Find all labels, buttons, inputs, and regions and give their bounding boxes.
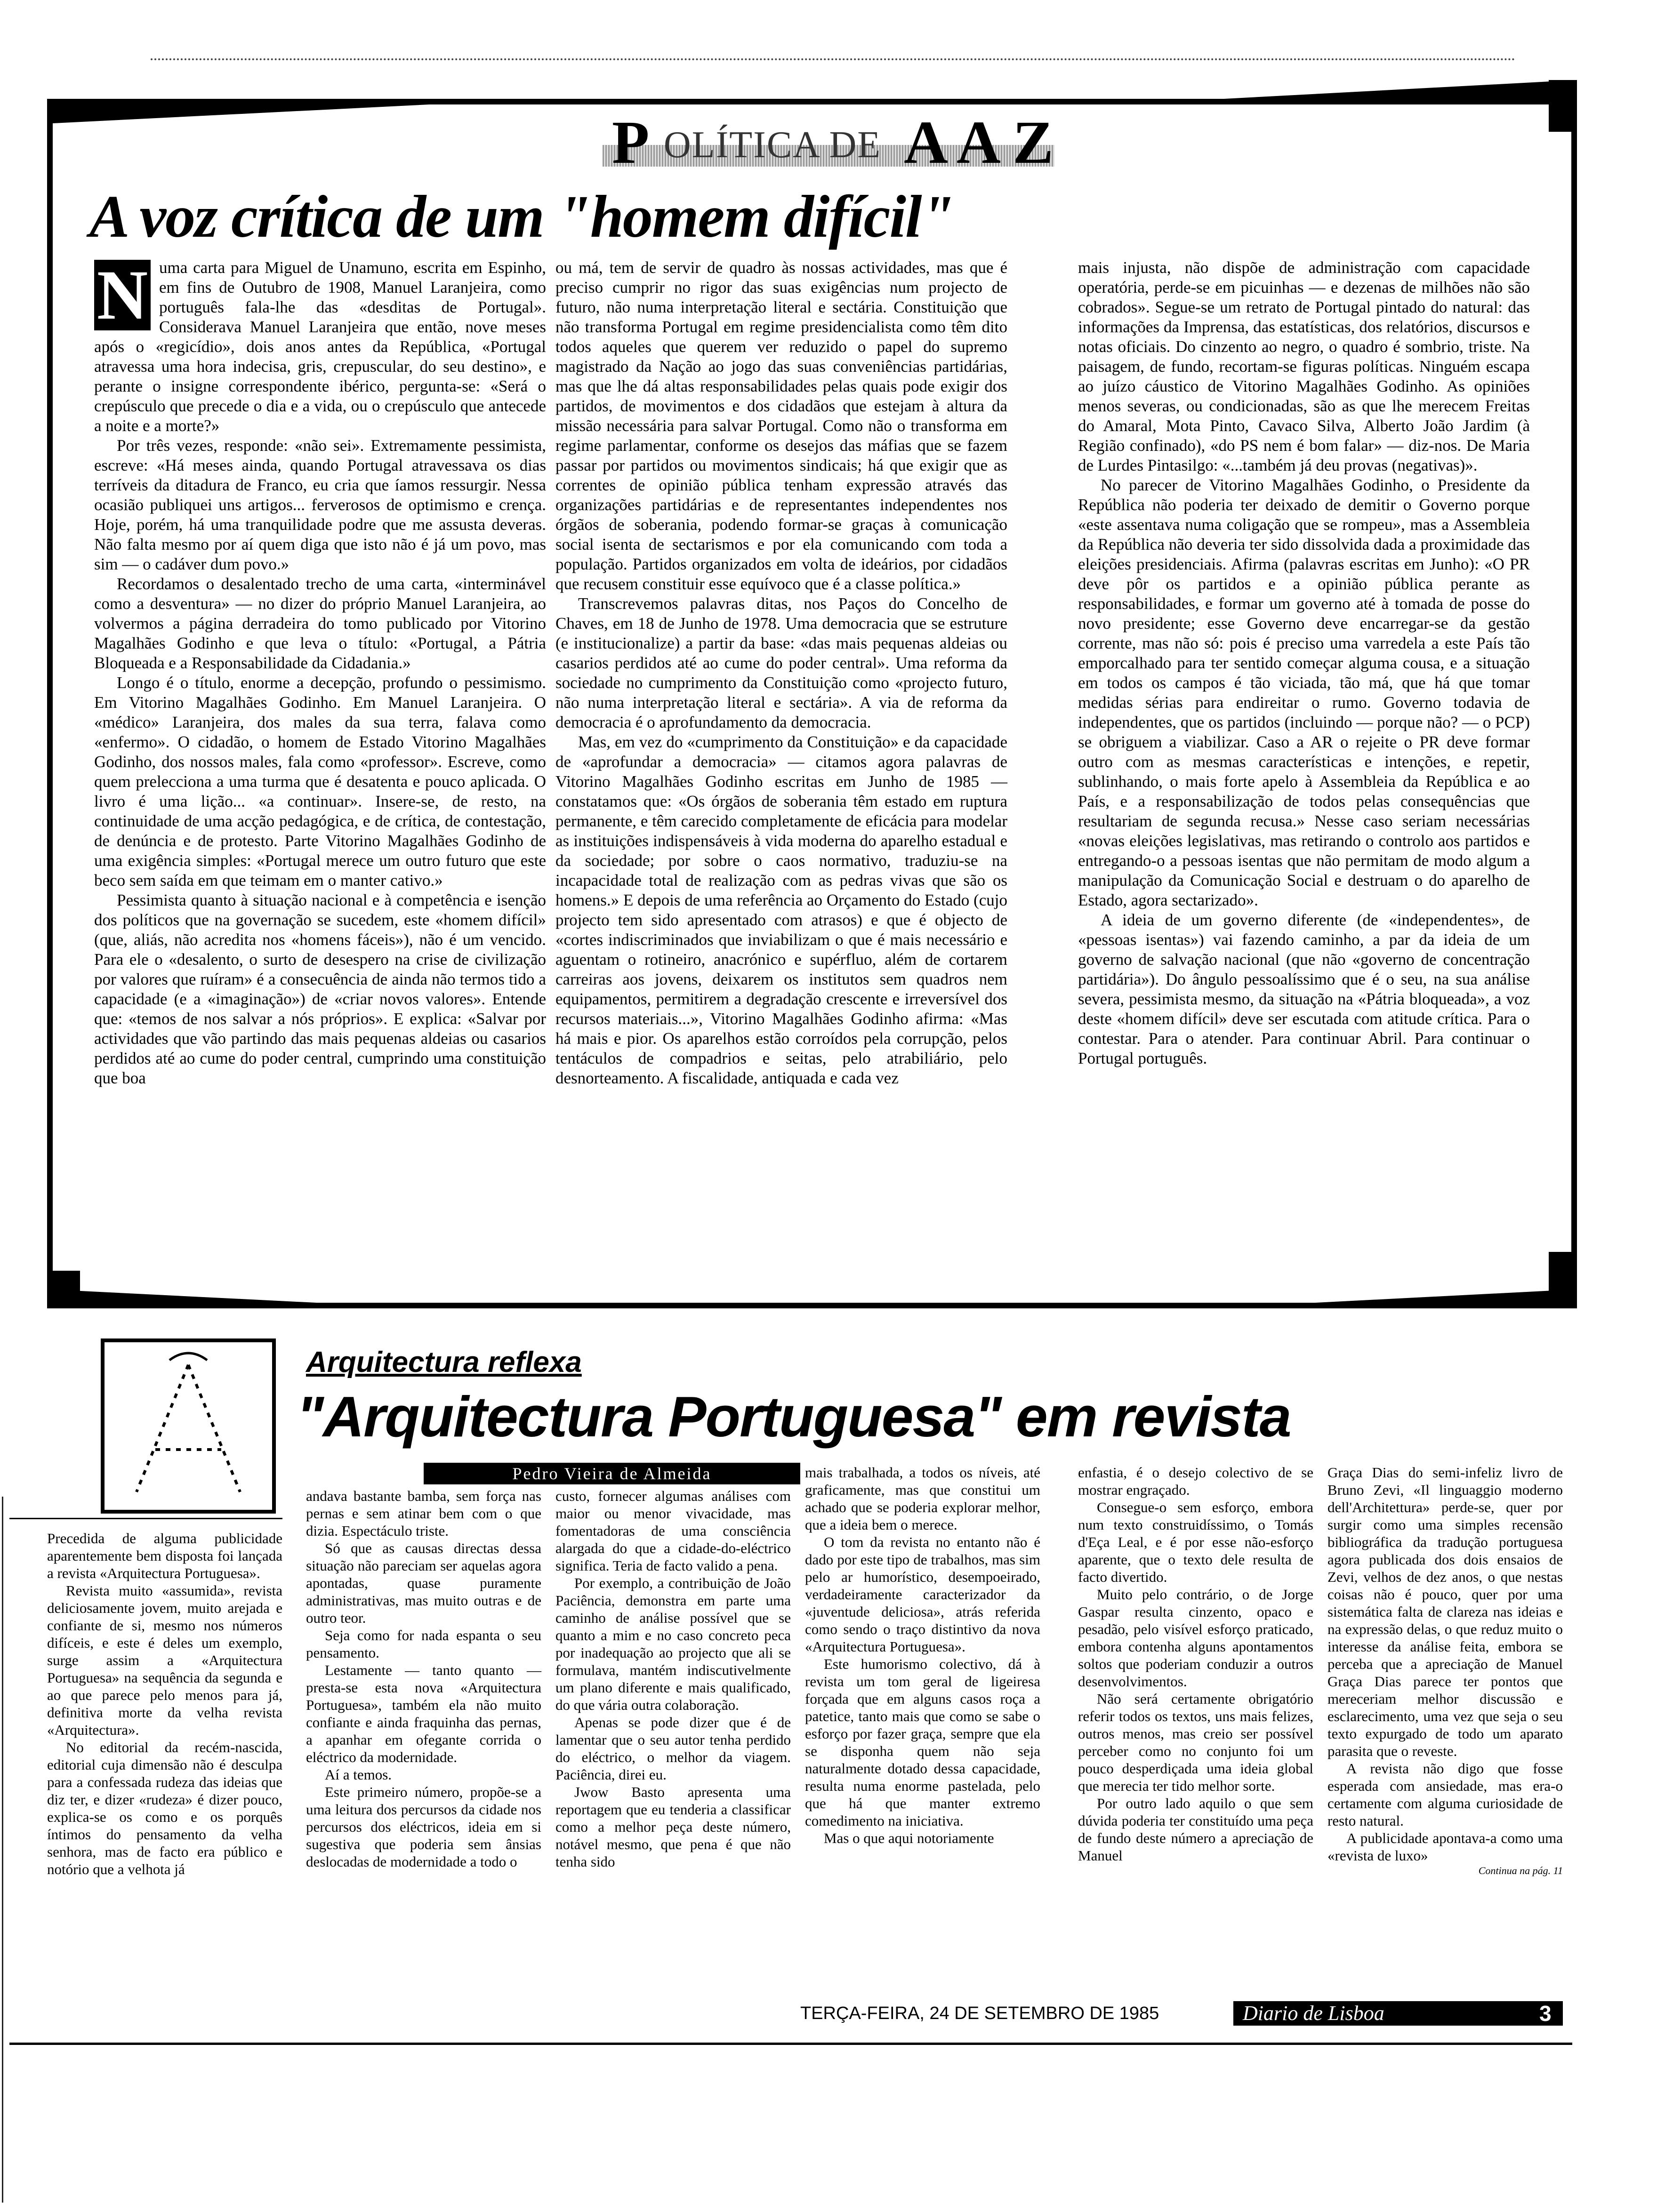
article2-col5-p1: enfastia, é o desejo colectivo de se mostrar engraçado. (1078, 1464, 1313, 1498)
article2-col5 (1078, 1464, 1313, 1864)
article2-col6-p3: A publicidade apontava-a como uma «revista de luxo» (1327, 1830, 1563, 1864)
article2-col1-p1: Precedida de alguma publicidade aparentemente bem disposta foi lançada a revista «Arquitectura Portuguesa». (47, 1530, 282, 1581)
article2-col2-p2: Só que as causas directas dessa situação não pareciam ser aquelas agora apontadas, quase puramente administrativas, mas muito outras e de outro teor. (306, 1540, 541, 1626)
article1-col1-p5: Pessimista quanto à situação nacional e à competência e isenção dos políticos que na governação se sucedem, este «homem difícil» (que, aliás, não acredita nos «homens fáceis»), não é um vencido. Para ele o «desalento, o surto de desespero na crise de civilização por valores que ruíram» é a consecuência de ainda não termos tido a capacidade (e a «imaginação») de «criar novos valores». Entende que: «temos de nos salvar a nós próprios». E explica: «Salvar por actividades que vão partindo das mais pequenas aldeias ou casarios perdidos até ao cume do poder central, cumprindo uma constituição que boa (94, 891, 546, 1087)
article2-col4-p1: mais trabalhada, a todos os níveis, até graficamente, mas que constitui um achado que se poderia explorar melhor, que a ideia bem o merece. (805, 1464, 1040, 1533)
article2-col5-p2: Consegue-o sem esforço, embora num texto construidíssimo, o Tomás d'Eça Leal, e é por esse não-esforço aparente, que o texto dele resulta de facto divertido. (1078, 1499, 1313, 1585)
article1-col1 (94, 258, 546, 1088)
frame-wedge-bl (53, 1290, 429, 1308)
article2-col2-p3: Seja como for nada espanta o seu pensamento. (306, 1627, 541, 1661)
article1-col3-p2: No parecer de Vitorino Magalhães Godinho, o Presidente da República não poderia ter deixado de demitir o Governo porque «este assentava numa coligação que se rompeu», mas a Assembleia da República não deveria ter sido dissolvida dada a proximidade das eleições presidenciais. Afirma (palavras escritas em Junho): «O PR deve pôr os partidos e a opinião pública perante as responsabilidades, e formar um governo até à tomada de posse do novo presidente; esse Governo deve encarregar-se da gestão corrente, mas não só: pois é preciso uma varredela a este País tão emporcalhado para ter sentido começar alguma cousa, e a situação em todos os campos é tão viciada, tão má, que há que tomar medidas sérias para endireitar o rumo. Governo todavia de independentes, que os partidos (incluindo — porque não? — o PCP) se obriguem a viabilizar. Caso a AR o rejeite o PR deve formar outro com as mesmas características e intenções, e repetir, sublinhando, o mais forte apelo à Assembleia da República e ao País, e a responsabilização de todos pelas consequências que resultariam de segunda recusa.» Nesse caso seriam necessárias «novas eleições legislativas, mas retirando o controlo aos partidos e entregando-o a pessoas isentas que não permitam de modo algum a manipulação da Comunicação Social e destruam o do aparelho de Estado, agora sectarizado». (1078, 476, 1530, 909)
article1-headline: A voz crítica de um "homem difícil" (89, 183, 954, 250)
article1-col2-p2: Transcrevemos palavras ditas, nos Paços do Concelho de Chaves, em 18 de Junho de 1978. Uma democracia que se estruture (e institucionalize) a partir da base: «das mais pequenas aldeias ou casarios perdidos até ao cume do poder central». Uma reforma da sociedade no cumprimento da Constituição como «projecto futuro, não numa interpretação literal e sectária». A via de reforma da democracia é o aprofundamento da democracia. (555, 594, 1007, 731)
article2-col5-p4: Não será certamente obrigatório referir todos os textos, uns mais felizes, outros menos, mas creio ser possível perceber como no conjunto foi um pouco desperdiçada uma ideia global que merecia ter tido melhor sorte. (1078, 1691, 1313, 1794)
article2-col6-p2: A revista não digo que fosse esperada com ansiedade, mas era-o certamente com alguma curiosidade de resto natural. (1327, 1760, 1563, 1829)
article1-col2-p3: Mas, em vez do «cumprimento da Constituição» e da capacidade de «aprofundar a democracia» — citamos agora palavras de Vitorino Magalhães Godinho escritas em Junho de 1985 — constatamos que: «Os órgãos de soberania têm estado em ruptura permanente, e têm carecido completamente de eficácia para modelar as instituições indispensáveis à vida moderna do aparelho estadual e da sociedade; por sobre o caos normativo, traduziu-se na incapacidade total de realização com as pedras vivas que são os homens.» E depois de uma referência ao Orçamento do Estado (cujo projecto tem sido apresentado com atrasos) e que é objecto de «cortes indiscriminados que inviabilizam o que é mais necessário e aguentam o rotineiro, anacrónico e supérfluo, além de cortarem carreiras aos jovens, deixarem os institutos sem quadros nem equipamentos, permitirem a degradação crescente e irreversível dos recursos materiais...», Vitorino Magalhães Godinho afirma: «Mas há mais e pior. Os aparelhos estão corroídos pela corrupção, pelos tentáculos de compadrios e seitas, pelo atrabiliário, pelo desnorteamento. A fiscalidade, antiquada e cada vez (555, 733, 1007, 1087)
section-heading-left: P (612, 109, 650, 176)
article2-col1-p3: No editorial da recém-nascida, editorial cuja dimensão não é desculpa para a confessada rudeza das ideias que diz ter, e dizer «rudeza» é dizer pouco, explica-se os como e os porquês íntimos do pensamento da velha senhora, mas de facto era público e notório que a velhota já (47, 1739, 282, 1877)
article2-col6 (1327, 1464, 1563, 1877)
top-scan-edge (151, 58, 1516, 63)
article2-col2-p5: Aí a temos. (325, 1766, 392, 1783)
article2-col2-p6: Este primeiro número, propõe-se a uma leitura dos percursos da cidade nos percursos dos eléctricos, ideia em si sugestiva que poderia sem ânsias deslocadas de modernidade a todo o (306, 1784, 541, 1870)
article2-col4-p3: Este humorismo colectivo, dá à revista um tom geral de ligeiresa forçada que em alguns casos roça a patetice, tanto mais que como se sabe o esforço por fazer graça, sempre que ela se disponha quem não seja naturalmente dotado dessa capacidade, resulta numa enorme pastelada, pelo que há que manter extremo comedimento na iniciativa. (805, 1656, 1040, 1829)
article2-col2 (306, 1487, 541, 1870)
article1-col2-p1: ou má, tem de servir de quadro às nossas actividades, mas que é preciso cumprir no rigor das suas exigências num projecto de futuro, não numa interpretação literal e sectária. Constituição que não transforma Portugal em regime presidencialista como têm dito todos aqueles que querem ver reduzido o papel do supremo magistrado da Nação ao jogo das suas conveniências partidárias, mas que lhe dá altas responsabilidades pelas quais pode exigir dos partidos, de movimentos e dos cidadãos que estejam à altura da missão necessária para salvar Portugal. Como não o transforma em regime parlamentar, conforme os desejos das máfias que se fazem passar por partidos ou movimentos sindicais; há que exigir que as correntes de opinião pública tenham expressão através das organizações partidárias e de representantes independentes nos órgãos de soberania, podendo formar-se graças à comunicação social isenta de sectarismos e por ela comunicando com toda a população. Partidos organizados em volta de ideários, por cidadãos que recusem constituir esse equívoco que é a classe política.» (555, 258, 1007, 593)
frame-corner-br (1549, 1252, 1577, 1308)
article1-col1-p1: uma carta para Miguel de Unamuno, escrita em Espinho, em fins de Outubro de 1908, Manuel Laranjeira, como português fala-lhe das «desditas de Portugal». Considerava Manuel Laranjeira que então, nove meses após o «regicídio», dois anos antes da República, «Portugal atravessa uma hora indecisa, gris, crepuscular, do seu destino», e perante o insigne correspondente ibérico, pergunta-se: «Será o crepúsculo que precede o dia e a vida, ou o crepúsculo que antecede a noite e a morte?» (94, 258, 546, 435)
left-scan-edge (2, 1497, 3, 2203)
frame-wedge-br (1205, 1290, 1572, 1308)
article1-col3-p3: A ideia de um governo diferente (de «independentes», de «pessoas isentas») vai fazendo caminho, a par da ideia de um governo de salvação nacional (que não «governo de concentração partidária»). Do ângulo pessoalíssimo que é o seu, na sua análise severa, pessimista mesmo, da situação na «Pátria bloqueada», a voz deste «homem difícil» deve ser escutada com atitude crítica. Para o contestar. Para o atender. Para continuar Abril. Para continuar o Portugal português. (1078, 911, 1530, 1067)
article2-kicker: Arquitectura reflexa (306, 1346, 582, 1378)
section-heading-middle: OLÍTICA DE (664, 124, 882, 166)
frame-corner-tr (1549, 80, 1577, 132)
frame-corner-bl (47, 1271, 80, 1308)
article2-col5-p5: Por outro lado aquilo o que sem dúvida poderia ter constituído uma peça de fundo deste número a apreciação de Manuel (1078, 1795, 1313, 1864)
section-heading-right: A A Z (904, 109, 1054, 176)
article2-col3-p4: Jwow Basto apresenta uma reportagem que eu tenderia a classificar como a melhor peça deste número, notável mesmo, que pena é que não tenha sido (555, 1784, 791, 1870)
footer-date: TERÇA-FEIRA, 24 DE SETEMBRO DE 1985 (800, 2004, 1159, 2023)
article1-col3-p1: mais injusta, não dispõe de administração com capacidade operatória, perde-se em picuinhas — e dezenas de milhões não são cobrados». Segue-se um retrato de Portugal pintado do natural: das informações da Imprensa, das estatísticas, dos relatórios, discursos e notas oficiais. Do cinzento ao negro, o quadro é sombrio, triste. Na paisagem, de fundo, recortam-se figuras políticas. Ninguém escapa ao juízo cáustico de Vitorino Magalhães Godinho. As opiniões menos severas, ou condicionadas, são as que lhe merecem Freitas do Amaral, Mota Pinto, Cavaco Silva, Alberto João Jardim (à Região confinado), «do PS nem é bom falar» — diz-nos. De Maria de Lurdes Pintasilgo: «...também já deu provas (negativas)». (1078, 258, 1530, 474)
article1-col1-p2: Por três vezes, responde: «não sei». Extremamente pessimista, escreve: «Há meses ainda, quando Portugal atravessava os dias terríveis da ditadura de Franco, eu cria que íamos ressurgir. Nessa ocasião publiquei uns artigos... ferverosos de optimismo e crença. Hoje, porém, há uma tranquilidade podre que me assusta deveras. Não falta mesmo por aí quem diga que isto não é já um povo, mas sim — o cadáver dum povo.» (94, 436, 546, 573)
article1-col1-p3: Recordamos o desalentado trecho de uma carta, «interminável como a desventura» — no dizer do próprio Manuel Laranjeira, ao volvermos a página derradeira do tomo publicado por Vitorino Magalhães Godinho e que leva o título: «Portugal, a Pátria Bloqueada e a Responsabilidade da Cidadania.» (94, 575, 546, 672)
letter-a-illustration (99, 1337, 278, 1515)
article1-col3 (1078, 258, 1530, 1068)
article2-col4-p4: Mas o que aqui notoriamente (824, 1830, 994, 1846)
section-heading (603, 109, 1073, 176)
article2-col3-p1: custo, fornecer algumas análises com maior ou menor vivacidade, mas fomentadoras de uma consciência alargada do que a cidade-do-eléctrico significa. Teria de facto valido a pena. (555, 1488, 791, 1574)
article2-col1 (47, 1530, 282, 1878)
footer-paper: Diario de Lisboa (1243, 2002, 1384, 2025)
article2-byline: Pedro Vieira de Almeida (512, 1464, 712, 1483)
footer-page-number: 3 (1539, 2001, 1552, 2026)
footer-rule (9, 2043, 1572, 2045)
continued-note: Continua na pág. 11 (1478, 1865, 1563, 1876)
article2-col3 (555, 1487, 791, 1870)
article2-col3-p2: Por exemplo, a contribuição de João Paciência, demonstra em parte uma caminho de análise possível que se quanto a mim e no caso concreto peca por inadequação ao projecto que ali se formulava, mantém indiscutivelmente um plano diferente e mais qualificado, do que vária outra colaboração. (555, 1575, 791, 1713)
article1-col2 (555, 258, 1007, 1088)
article2-col2-p4: Lestamente — tanto quanto — presta-se esta nova «Arquitectura Portuguesa», também ela não muito confiante e ainda fraquinha das pernas, a apanhar em ofegante corrida o eléctrico da modernidade. (306, 1662, 541, 1765)
article2-col3-p3: Apenas se pode dizer que é de lamentar que o seu autor tenha perdido do eléctrico, o melhor da viagem. Paciência, direi eu. (555, 1714, 791, 1783)
article2-col2-p1: andava bastante bamba, sem força nas pernas e sem atinar bem com o que dizia. Espectáculo triste. (306, 1488, 541, 1539)
article2-headline: "Arquitectura Portuguesa" em revista (297, 1385, 1291, 1449)
article2-col5-p3: Muito pelo contrário, o de Jorge Gaspar resulta cinzento, opaco e pesadão, pelo visível esforço praticado, embora contenha alguns apontamentos soltos que poderiam conduzir a outros desenvolvimentos. (1078, 1586, 1313, 1690)
article2-col4 (805, 1464, 1040, 1847)
article2-col1-p2: Revista muito «assumida», revista deliciosamente jovem, muito arejada e confiante de si, mesmo nos números difíceis, e este é deles um exemplo, surge assim a «Arquitectura Portuguesa» na sequência da segunda e ao que parece pelo menos para já, definitiva morte da velha revista «Arquitectura». (47, 1582, 282, 1738)
frame-wedge-tr (1224, 80, 1577, 99)
article2-col6-p1: Graça Dias do semi-infeliz livro de Bruno Zevi, «Il linguaggio moderno dell'Architettura» perde-se, quer por surgir como uma simples recensão bibliográfica da tradução portuguesa agora publicada dos dois ensaios de Zevi, velhos de dez anos, o que nestas coisas não é pouco, quer por uma sistemática falta de clareza nas ideias e na expressão delas, o que reduz muito o interesse da análise feita, embora se perceba que a apreciação de Manuel Graça Dias parece ter pontos que mereceriam melhor discussão e esclarecimento, uma vez que seja o seu texto expurgado de todo um aparato parasita que o reveste. (1327, 1464, 1563, 1759)
dropcap: N (94, 260, 151, 330)
article2-col4-p2: O tom da revista no entanto não é dado por este tipo de trabalhos, mas sim pelo ar humorístico, desempoeirado, verdadeiramente caracterizador da «juventude deliciosa», atrás referida como sendo o traço distintivo da nova «Arquitectura Portuguesa». (805, 1534, 1040, 1655)
frame-wedge-tl (53, 104, 429, 123)
article1-col1-p4: Longo é o título, enorme a decepção, profundo o pessimismo. Em Vitorino Magalhães Godinho. Em Manuel Laranjeira. O «médico» Laranjeira, dos males da sua terra, falava como «enfermo». O cidadão, o homem de Estado Vitorino Magalhães Godinho, dos nossos males, fala como «professor». Escreve, como quem prelecciona a uma turma que é desatenta e pouco aplicada. O livro é uma lição... «a continuar». Insere-se, de resto, na continuidade de uma acção pedagógica, e de crítica, de contestação, de denúncia e de protesto. Parte Vitorino Magalhães Godinho de uma exigência simples: «Portugal merece um outro futuro que este beco sem saída em que teimam em o manter cativo.» (94, 673, 546, 890)
article2-left-rule (9, 1518, 282, 1519)
